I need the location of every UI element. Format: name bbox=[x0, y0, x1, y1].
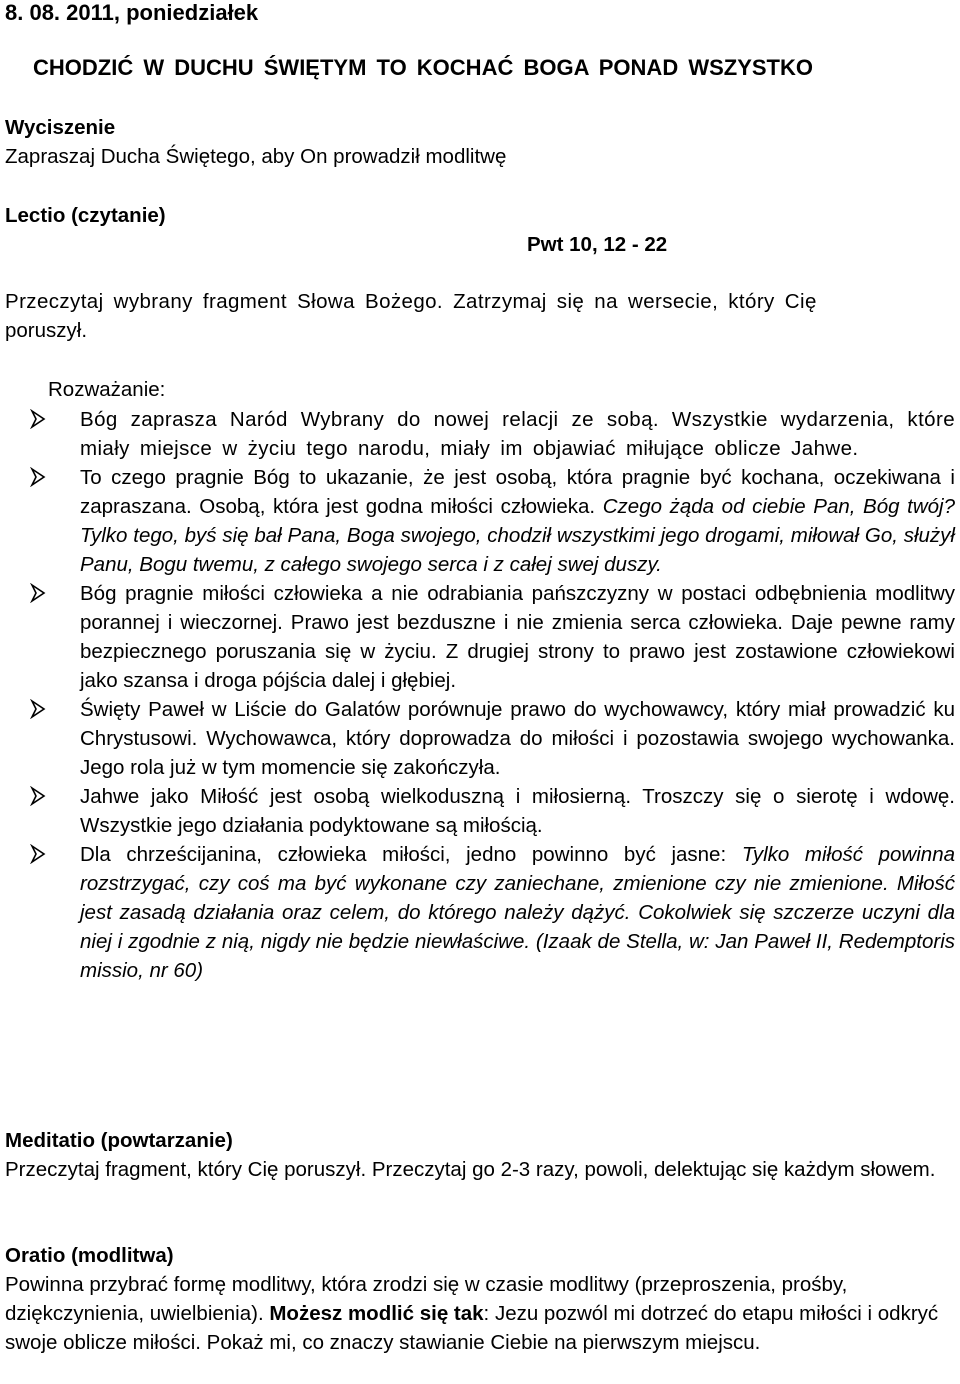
oratio-heading: Oratio (modlitwa) bbox=[5, 1244, 174, 1267]
oratio-text-bold: Możesz modlić się tak bbox=[269, 1302, 484, 1325]
arrowhead-bullet-icon bbox=[30, 583, 46, 603]
arrowhead-bullet-icon bbox=[30, 786, 46, 806]
date-line: 8. 08. 2011, poniedziałek bbox=[5, 0, 259, 25]
page-title: CHODZIĆ W DUCHU ŚWIĘTYM TO KOCHAĆ BOGA PONAD WSZYSTKO bbox=[33, 55, 813, 80]
oratio-text bbox=[5, 1270, 955, 1357]
lectio-reference: Pwt 10, 12 - 22 bbox=[527, 233, 668, 256]
scripture-quote: Czego żąda od ciebie Pan, Bóg twój? Tylko tego, byś się bał Pana, Boga swojego, chodził wszystkimi jego drogami, miłował Go, służył Panu, Bogu twemu, z całego swojego serca i z całej swej duszy. bbox=[80, 495, 955, 576]
arrowhead-bullet-icon bbox=[30, 699, 46, 719]
wyciszenie-text: Zapraszaj Ducha Świętego, aby On prowadził modlitwę bbox=[5, 145, 507, 168]
list-item bbox=[5, 695, 955, 782]
arrowhead-bullet-icon bbox=[30, 409, 46, 429]
oratio-text-a: Powinna przybrać formę modlitwy, która zrodzi się w czasie modlitwy (przeproszenia, prośby, dziękczynienia, uwielbienia). bbox=[5, 1273, 848, 1325]
meditatio-heading: Meditatio (powtarzanie) bbox=[5, 1129, 233, 1152]
arrowhead-bullet-icon bbox=[30, 844, 46, 864]
list-item-text: Bóg pragnie miłości człowieka a nie odrabiania pańszczyzny w postaci odbębnienia modlitwy porannej i wieczornej. Prawo jest bezduszne i nie zmienia serca człowieka. Daje pewne ramy bezpiecznego poruszania się w życiu. Z drugiej strony to prawo jest zostawione człowiekowi jako szansa i droga pójścia dalej i głębiej. bbox=[80, 582, 955, 692]
wyciszenie-heading: Wyciszenie bbox=[5, 116, 116, 139]
list-item bbox=[5, 579, 955, 695]
list-item bbox=[5, 463, 955, 579]
lectio-heading: Lectio (czytanie) bbox=[5, 204, 166, 227]
list-item bbox=[5, 840, 955, 985]
list-item-text: Jahwe jako Miłość jest osobą wielkoduszną i miłosierną. Troszczy się o sierotę i wdowę. Wszystkie jego działania podyktowane są miłością. bbox=[80, 785, 955, 837]
rozwazanie-list bbox=[5, 405, 955, 985]
list-item-text: Dla chrześcijanina, człowieka miłości, jedno powinno być jasne: bbox=[80, 843, 742, 866]
list-item-text: Święty Paweł w Liście do Galatów porównuje prawo do wychowawcy, który miał prowadzić ku Chrystusowi. Wychowawca, który doprowadza do miłości i pozostawia swojego wychowanka. Jego rola już w tym momencie się zakończyła. bbox=[80, 698, 955, 779]
list-item bbox=[5, 405, 955, 463]
lectio-text-line1: Przeczytaj wybrany fragment Słowa Bożego. Zatrzymaj się na wersecie, który Cię bbox=[5, 290, 817, 313]
citation-quote: Tylko miłość powinna rozstrzygać, czy coś ma być wykonane czy zaniechane, zmienione czy nie zmienione. Miłość jest zasadą działania oraz celem, do którego należy dążyć. Cokolwiek się szczerze uczyni dla niej i zgodnie z nią, nigdy nie będzie niewłaściwe. (Izaak de Stella, w: Jan Paweł II, Redemptoris missio, nr 60) bbox=[80, 843, 955, 982]
list-item-text: To czego pragnie Bóg to ukazanie, że jest osobą, która pragnie być kochana, oczekiwana i zapraszana. Osobą, która jest godna miłości człowieka. bbox=[80, 466, 955, 518]
oratio-text-b: : Jezu pozwól mi dotrzeć do etapu miłości i odkryć swoje oblicze miłości. Pokaż mi, co znaczy stawianie Ciebie na pierwszym miejscu. bbox=[5, 1302, 939, 1354]
list-item-text: Bóg zaprasza Naród Wybrany do nowej relacji ze sobą. Wszystkie wydarzenia, które miały miejsce w życiu tego narodu, miały im objawiać miłujące oblicze Jahwe. bbox=[80, 408, 955, 460]
list-item bbox=[5, 782, 955, 840]
rozwazanie-heading: Rozważanie: bbox=[48, 378, 166, 401]
lectio-text-line2: poruszył. bbox=[5, 319, 88, 342]
arrowhead-bullet-icon bbox=[30, 467, 46, 487]
meditatio-text: Przeczytaj fragment, który Cię poruszył. Przeczytaj go 2-3 razy, powoli, delektując się każdym słowem. bbox=[5, 1158, 936, 1181]
